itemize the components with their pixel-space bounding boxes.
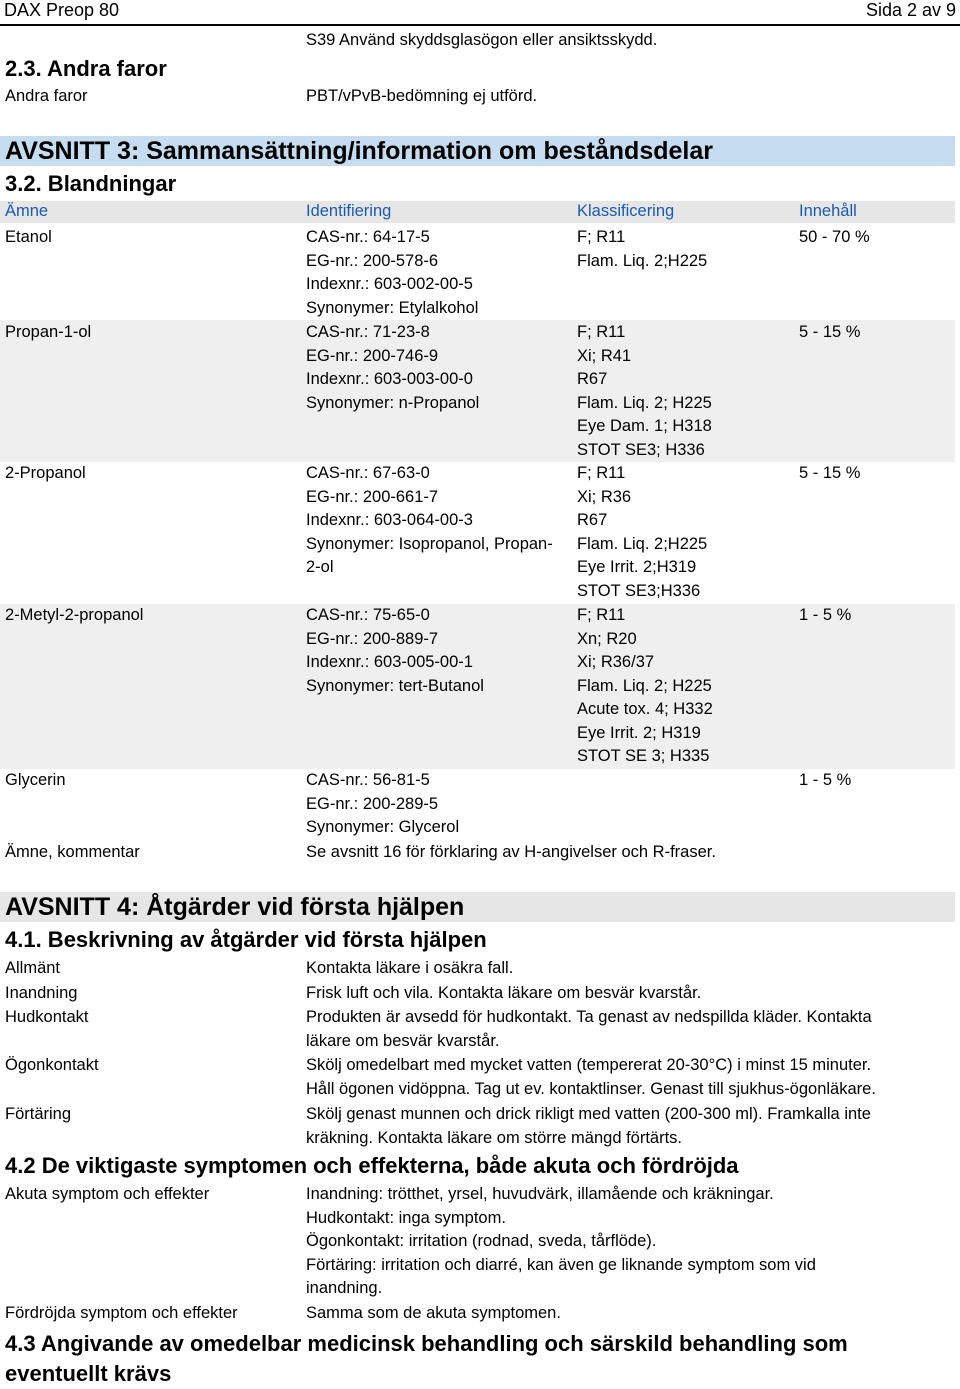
section4-sub3-line: eventuellt krävs xyxy=(5,1361,172,1386)
other-hazards-heading: 2.3. Andra faror xyxy=(5,56,167,81)
classification-line: Eye Irrit. 2; H319 xyxy=(577,723,701,742)
substance-name: Etanol xyxy=(5,228,52,246)
page-number: Sida 2 av 9 xyxy=(865,0,956,20)
classification-line: STOT SE 3; H335 xyxy=(577,747,710,765)
comment-value: Se avsnitt 16 för förklaring av H-angivelser och R-fraser. xyxy=(306,843,716,861)
classification-cell xyxy=(577,462,707,603)
classification-line: Xi; R36/37 xyxy=(577,653,655,671)
identification-line: Indexnr.: 603-002-00-5 xyxy=(306,275,473,293)
item-line: Håll ögonen vidöppna. Tag ut ev. kontaktlinser. Genast till sjukhus-ögonläkare. xyxy=(306,1079,876,1098)
classification-line: Xi; R41 xyxy=(577,346,632,365)
classification-line: Flam. Liq. 2; H225 xyxy=(577,676,712,695)
item-label: Inandning xyxy=(5,984,78,1002)
item-line: Frisk luft och vila. Kontakta läkare om besvär kvarstår. xyxy=(306,984,702,1002)
item-label: Allmänt xyxy=(5,959,61,977)
classification-cell xyxy=(577,321,712,462)
classification-line: F; R11 xyxy=(577,464,626,482)
substance-name: 2-Metyl-2-propanol xyxy=(5,606,144,624)
item-line: Förtäring: irritation och diarré, kan även ge liknande symptom som vid xyxy=(306,1255,816,1274)
item-line: Inandning: trötthet, yrsel, huvudvärk, illamående och kräkningar. xyxy=(306,1185,774,1203)
identification-cell xyxy=(306,604,484,698)
identification-cell xyxy=(306,321,479,415)
section4-sub2: 4.2 De viktigaste symptomen och effekterna, både akuta och fördröjda xyxy=(5,1153,739,1178)
identification-line: EG-nr.: 200-578-6 xyxy=(306,251,439,270)
classification-line: Flam. Liq. 2;H225 xyxy=(577,534,708,553)
identification-line: Indexnr.: 603-003-00-0 xyxy=(306,370,473,388)
item-line: Hudkontakt: inga symptom. xyxy=(306,1208,506,1227)
identification-line: EG-nr.: 200-889-7 xyxy=(306,629,439,648)
identification-line: Synonymer: Etylalkohol xyxy=(306,298,479,317)
s39-phrase: S39 Använd skyddsglasögon eller ansiktsskydd. xyxy=(306,31,658,49)
section4-sub1: 4.1. Beskrivning av åtgärder vid första hjälpen xyxy=(5,927,487,952)
item-text xyxy=(306,1006,926,1053)
identification-line: Synonymer: Glycerol xyxy=(306,818,460,836)
item-line: Ögonkontakt: irritation (rodnad, sveda, tårflöde). xyxy=(306,1232,657,1250)
content-value: 5 - 15 % xyxy=(799,464,861,482)
classification-line: Flam. Liq. 2; H225 xyxy=(577,393,712,412)
classification-line: Acute tox. 4; H332 xyxy=(577,700,713,718)
item-line: kräkning. Kontakta läkare om större mängd förtärts. xyxy=(306,1128,683,1147)
identification-line: CAS-nr.: 75-65-0 xyxy=(306,606,430,624)
item-line: läkare om besvär kvarstår. xyxy=(306,1031,500,1050)
item-line: Samma som de akuta symptomen. xyxy=(306,1304,561,1322)
classification-line: Eye Irrit. 2;H319 xyxy=(577,558,697,576)
classification-cell xyxy=(577,226,707,273)
identification-line: Synonymer: n-Propanol xyxy=(306,393,480,412)
identification-line: EG-nr.: 200-661-7 xyxy=(306,487,439,506)
document-title: DAX Preop 80 xyxy=(4,0,120,20)
identification-line: Indexnr.: 603-005-00-1 xyxy=(306,653,473,671)
col-header-identification: Identifiering xyxy=(306,202,392,220)
classification-line: F; R11 xyxy=(577,606,626,624)
classification-line: Xn; R20 xyxy=(577,629,637,648)
classification-line: F; R11 xyxy=(577,323,626,341)
identification-line: 2-ol xyxy=(306,558,334,576)
other-hazards-value: PBT/vPvB-bedömning ej utförd. xyxy=(306,87,538,105)
identification-cell xyxy=(306,226,478,320)
col-header-content: Innehåll xyxy=(799,202,857,220)
identification-line: CAS-nr.: 64-17-5 xyxy=(306,228,430,246)
identification-line: Synonymer: Isopropanol, Propan- xyxy=(306,534,553,553)
section4-sub3-line: 4.3 Angivande av omedelbar medicinsk behandling och särskild behandling som xyxy=(5,1331,848,1356)
classification-line: F; R11 xyxy=(577,228,626,246)
col-header-substance: Ämne xyxy=(5,202,49,220)
item-line: Skölj genast munnen och drick rikligt med vatten (200-300 ml). Framkalla inte xyxy=(306,1105,871,1123)
identification-line: Indexnr.: 603-064-00-3 xyxy=(306,511,473,529)
substance-name: 2-Propanol xyxy=(5,464,86,482)
classification-line: Eye Dam. 1; H318 xyxy=(577,417,712,435)
item-label: Ögonkontakt xyxy=(5,1056,99,1074)
item-label: Akuta symptom och effekter xyxy=(5,1185,210,1203)
item-label: Hudkontakt xyxy=(5,1008,89,1026)
classification-line: R67 xyxy=(577,370,608,388)
identification-line: CAS-nr.: 56-81-5 xyxy=(306,771,430,789)
identification-line: CAS-nr.: 71-23-8 xyxy=(306,323,430,341)
classification-line: STOT SE3;H336 xyxy=(577,581,701,600)
item-text xyxy=(306,1054,926,1101)
item-line: Skölj omedelbart med mycket vatten (tempererat 20-30°C) i minst 15 minuter. xyxy=(306,1056,872,1074)
header-divider xyxy=(0,24,960,26)
section4-title: AVSNITT 4: Åtgärder vid första hjälpen xyxy=(0,892,955,922)
identification-cell xyxy=(306,769,459,840)
item-text xyxy=(306,1183,926,1301)
item-label: Förtäring xyxy=(5,1105,72,1123)
content-value: 1 - 5 % xyxy=(799,606,852,624)
item-line: Produkten är avsedd för hudkontakt. Ta genast av nedspillda kläder. Kontakta xyxy=(306,1008,872,1026)
classification-line: Xi; R36 xyxy=(577,487,632,506)
item-text xyxy=(306,982,926,1006)
item-line: Kontakta läkare i osäkra fall. xyxy=(306,959,514,977)
classification-cell xyxy=(577,604,713,769)
identification-line: EG-nr.: 200-289-5 xyxy=(306,794,439,813)
content-value: 5 - 15 % xyxy=(799,323,861,341)
item-text xyxy=(306,1103,926,1150)
classification-line: Flam. Liq. 2;H225 xyxy=(577,251,708,270)
content-value: 1 - 5 % xyxy=(799,771,852,789)
identification-line: Synonymer: tert-Butanol xyxy=(306,676,484,695)
item-line: inandning. xyxy=(306,1279,383,1297)
classification-line: R67 xyxy=(577,511,608,529)
section4-sub3 xyxy=(5,1329,848,1389)
substance-name: Propan-1-ol xyxy=(5,323,92,341)
item-label: Fördröjda symptom och effekter xyxy=(5,1304,238,1322)
content-value: 50 - 70 % xyxy=(799,228,870,246)
section3-title: AVSNITT 3: Sammansättning/information om beståndsdelar xyxy=(0,136,955,166)
col-header-classification: Klassificering xyxy=(577,202,675,220)
other-hazards-label: Andra faror xyxy=(5,87,88,105)
item-text xyxy=(306,1302,926,1326)
classification-line: STOT SE3; H336 xyxy=(577,440,705,459)
substance-name: Glycerin xyxy=(5,771,66,789)
identification-line: CAS-nr.: 67-63-0 xyxy=(306,464,430,482)
identification-cell xyxy=(306,462,553,580)
section3-subheading: 3.2. Blandningar xyxy=(5,171,177,196)
identification-line: EG-nr.: 200-746-9 xyxy=(306,346,439,365)
item-text xyxy=(306,957,926,981)
comment-label: Ämne, kommentar xyxy=(5,843,140,861)
